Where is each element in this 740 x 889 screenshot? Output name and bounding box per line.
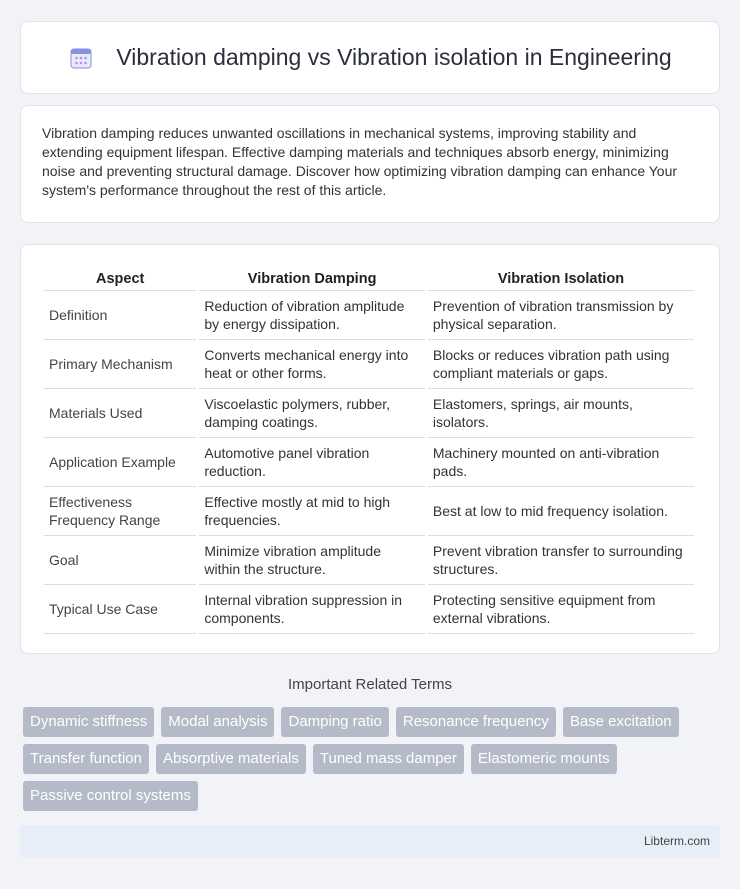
tag-tuned-mass-damper[interactable]: Tuned mass damper — [313, 744, 464, 774]
row-damping: Reduction of vibration amplitude by energy dissipation. — [199, 291, 425, 340]
row-isolation: Protecting sensitive equipment from external vibrations. — [428, 585, 694, 634]
row-damping: Converts mechanical energy into heat or other forms. — [199, 340, 425, 389]
row-damping: Viscoelastic polymers, rubber, damping coatings. — [199, 389, 425, 438]
row-damping: Internal vibration suppression in components. — [199, 585, 425, 634]
row-aspect: Materials Used — [44, 389, 196, 438]
row-damping: Effective mostly at mid to high frequencies. — [199, 487, 425, 536]
calendar-icon — [68, 45, 94, 71]
intro-text: Vibration damping reduces unwanted oscillations in mechanical systems, improving stability and extending equipment lifespan. Effective damping materials and techniques absorb energy, minimizing noise and preventing structural damage. Discover how optimizing vibration damping can enhance Your system's performance throughout the rest of this article. — [42, 125, 678, 198]
tag-base-excitation[interactable]: Base excitation — [563, 707, 679, 737]
table-row — [44, 438, 694, 487]
row-isolation: Blocks or reduces vibration path using compliant materials or gaps. — [428, 340, 694, 389]
title-card — [20, 21, 720, 94]
comparison-table — [41, 265, 697, 634]
related-terms-heading: Important Related Terms — [288, 676, 452, 693]
footer-site-link[interactable]: Libterm.com — [643, 834, 710, 848]
table-row — [44, 291, 694, 340]
tag-resonance-frequency[interactable]: Resonance frequency — [396, 707, 556, 737]
column-header-aspect: Aspect — [44, 265, 196, 291]
row-aspect: Effectiveness Frequency Range — [44, 487, 196, 536]
footer — [20, 825, 720, 858]
row-isolation: Best at low to mid frequency isolation. — [428, 487, 694, 536]
column-header-damping: Vibration Damping — [199, 265, 425, 291]
tag-passive-control-systems[interactable]: Passive control systems — [23, 781, 198, 811]
row-aspect: Application Example — [44, 438, 196, 487]
related-terms-list — [23, 707, 723, 818]
tag-damping-ratio[interactable]: Damping ratio — [281, 707, 388, 737]
intro-card — [20, 105, 720, 223]
row-isolation: Prevention of vibration transmission by physical separation. — [428, 291, 694, 340]
table-row — [44, 536, 694, 585]
row-aspect: Definition — [44, 291, 196, 340]
tag-dynamic-stiffness[interactable]: Dynamic stiffness — [23, 707, 154, 737]
row-damping: Automotive panel vibration reduction. — [199, 438, 425, 487]
table-row — [44, 487, 694, 536]
comparison-card — [20, 244, 720, 654]
row-aspect: Primary Mechanism — [44, 340, 196, 389]
table-row — [44, 389, 694, 438]
tag-transfer-function[interactable]: Transfer function — [23, 744, 149, 774]
row-isolation: Machinery mounted on anti-vibration pads. — [428, 438, 694, 487]
table-row — [44, 585, 694, 634]
row-damping: Minimize vibration amplitude within the structure. — [199, 536, 425, 585]
row-aspect: Goal — [44, 536, 196, 585]
column-header-isolation: Vibration Isolation — [428, 265, 694, 291]
tag-elastomeric-mounts[interactable]: Elastomeric mounts — [471, 744, 617, 774]
table-row — [44, 340, 694, 389]
row-isolation: Prevent vibration transfer to surrounding structures. — [428, 536, 694, 585]
table-header-row — [44, 265, 694, 291]
row-isolation: Elastomers, springs, air mounts, isolators. — [428, 389, 694, 438]
tag-absorptive-materials[interactable]: Absorptive materials — [156, 744, 306, 774]
row-aspect: Typical Use Case — [44, 585, 196, 634]
tag-modal-analysis[interactable]: Modal analysis — [161, 707, 274, 737]
page-title: Vibration damping vs Vibration isolation in Engineering — [116, 44, 672, 70]
